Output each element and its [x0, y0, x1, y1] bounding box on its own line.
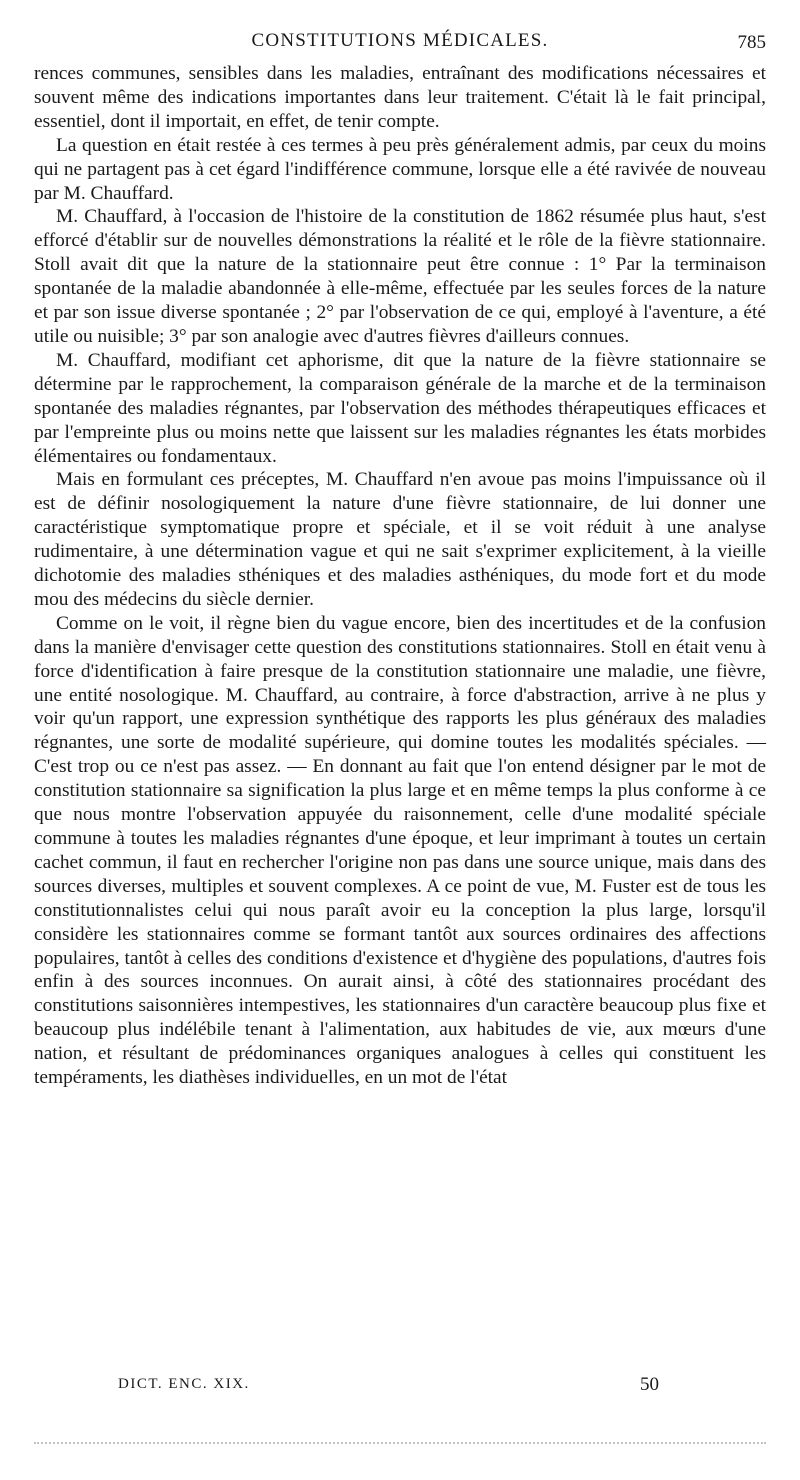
page-edge-dots: [34, 1442, 766, 1444]
paragraph-6: Comme on le voit, il règne bien du vague encore, bien des incertitudes et de la confusion dans la manière d'envisager cette question des constitutions stationnaires. Stoll en était venu à force d'identification à faire presque de la constitution stationnaire une maladie, une fièvre, une entité nosologique. M. Chauffard, au contraire, à force d'abstraction, arrive à ne plus y voir qu'un rapport, une expression synthétique des rapports les plus généraux des maladies régnantes, une sorte de modalité supérieure, qui domine toutes les modalités spéciales. — C'est trop ou ce n'est pas assez. — En donnant au fait que l'on entend désigner par le mot de constitution stationnaire sa signification la plus large et en même temps la plus conforme à ce que nous montre l'observation appuyée du raisonnement, celle d'une modalité spéciale commune à toutes les maladies régnantes d'une époque, et leur imprimant à toutes un certain cachet commun, il faut en rechercher l'origine non pas dans une source unique, mais dans des sources diverses, multiples et souvent complexes. A ce point de vue, M. Fuster est de tous les constitutionnalistes celui qui nous paraît avoir eu la conception la plus large, lorsqu'il considère les stationnaires comme se formant tantôt aux sources ordinaires des affections populaires, tantôt à celles des conditions d'existence et d'hygiène des populations, d'autres fois enfin à des sources inconnues. On aurait ainsi, à côté des stationnaires procédant des constitutions saisonnières intempestives, les stationnaires d'un caractère beaucoup plus fixe et beaucoup plus indélébile tenant à l'alimentation, aux habitudes de vie, aux mœurs d'une nation, et résultant de prédominances organiques analogues à celles qui constituent les tempéraments, les diathèses individuelles, en un mot de l'état: [34, 612, 766, 1089]
paragraph-1: rences communes, sensibles dans les maladies, entraînant des modifications nécessaires et souvent même des indications importantes dans leur traitement. C'était là le fait principal, essentiel, dont il importait, en effet, de tenir compte.: [34, 63, 766, 132]
running-title: CONSTITUTIONS MÉDICALES.: [251, 30, 549, 51]
signature-number: 50: [640, 1374, 659, 1395]
paragraph-5: Mais en formulant ces préceptes, M. Chauffard n'en avoue pas moins l'impuissance où il est de définir nosologiquement la nature d'une fièvre stationnaire, de lui donner une caractéristique symptomatique propre et spéciale, et il se voit réduit à une analyse rudimentaire, à une détermination vague et qui ne sait s'exprimer explicitement, à la vieille dichotomie des maladies sthéniques et des maladies asthéniques, du mode fort et du mode mou des médecins du siècle dernier.: [34, 469, 766, 610]
body-text: [34, 62, 766, 1090]
page-number: 785: [737, 32, 766, 53]
paragraph-2: La question en était restée à ces termes à peu près généralement admis, par ceux du moins qui ne partagent pas à cet égard l'indifférence commune, lorsque elle a été ravivée de nouveau par M. Chauffard.: [34, 134, 766, 204]
signature-mark: DICT. ENC. XIX.: [118, 1376, 250, 1392]
page-footer: [34, 1376, 766, 1400]
paragraph-4: M. Chauffard, modifiant cet aphorisme, dit que la nature de la fièvre stationnaire se détermine par le rapprochement, la comparaison générale de la marche et de la terminaison spontanée des maladies régnantes, par l'observation des méthodes thérapeutiques efficaces et par l'empreinte plus ou moins nette que laissent sur les maladies régnantes les états morbides élémentaires ou fondamentaux.: [34, 349, 766, 467]
paragraph-3: M. Chauffard, à l'occasion de l'histoire de la constitution de 1862 résumée plus haut, s'est efforcé d'établir sur de nouvelles démonstrations la réalité et le rôle de la fièvre stationnaire. Stoll avait dit que la nature de la stationnaire peut être connue : 1° Par la terminaison spontanée de la maladie abandonnée à elle-même, effectuée par les seules forces de la nature et par son issue diverse spontanée ; 2° par l'observation de ce qui, employé à l'aventure, a été utile ou nuisible; 3° par son analogie avec d'autres fièvres d'ailleurs connues.: [34, 206, 766, 347]
running-head: [34, 30, 766, 56]
